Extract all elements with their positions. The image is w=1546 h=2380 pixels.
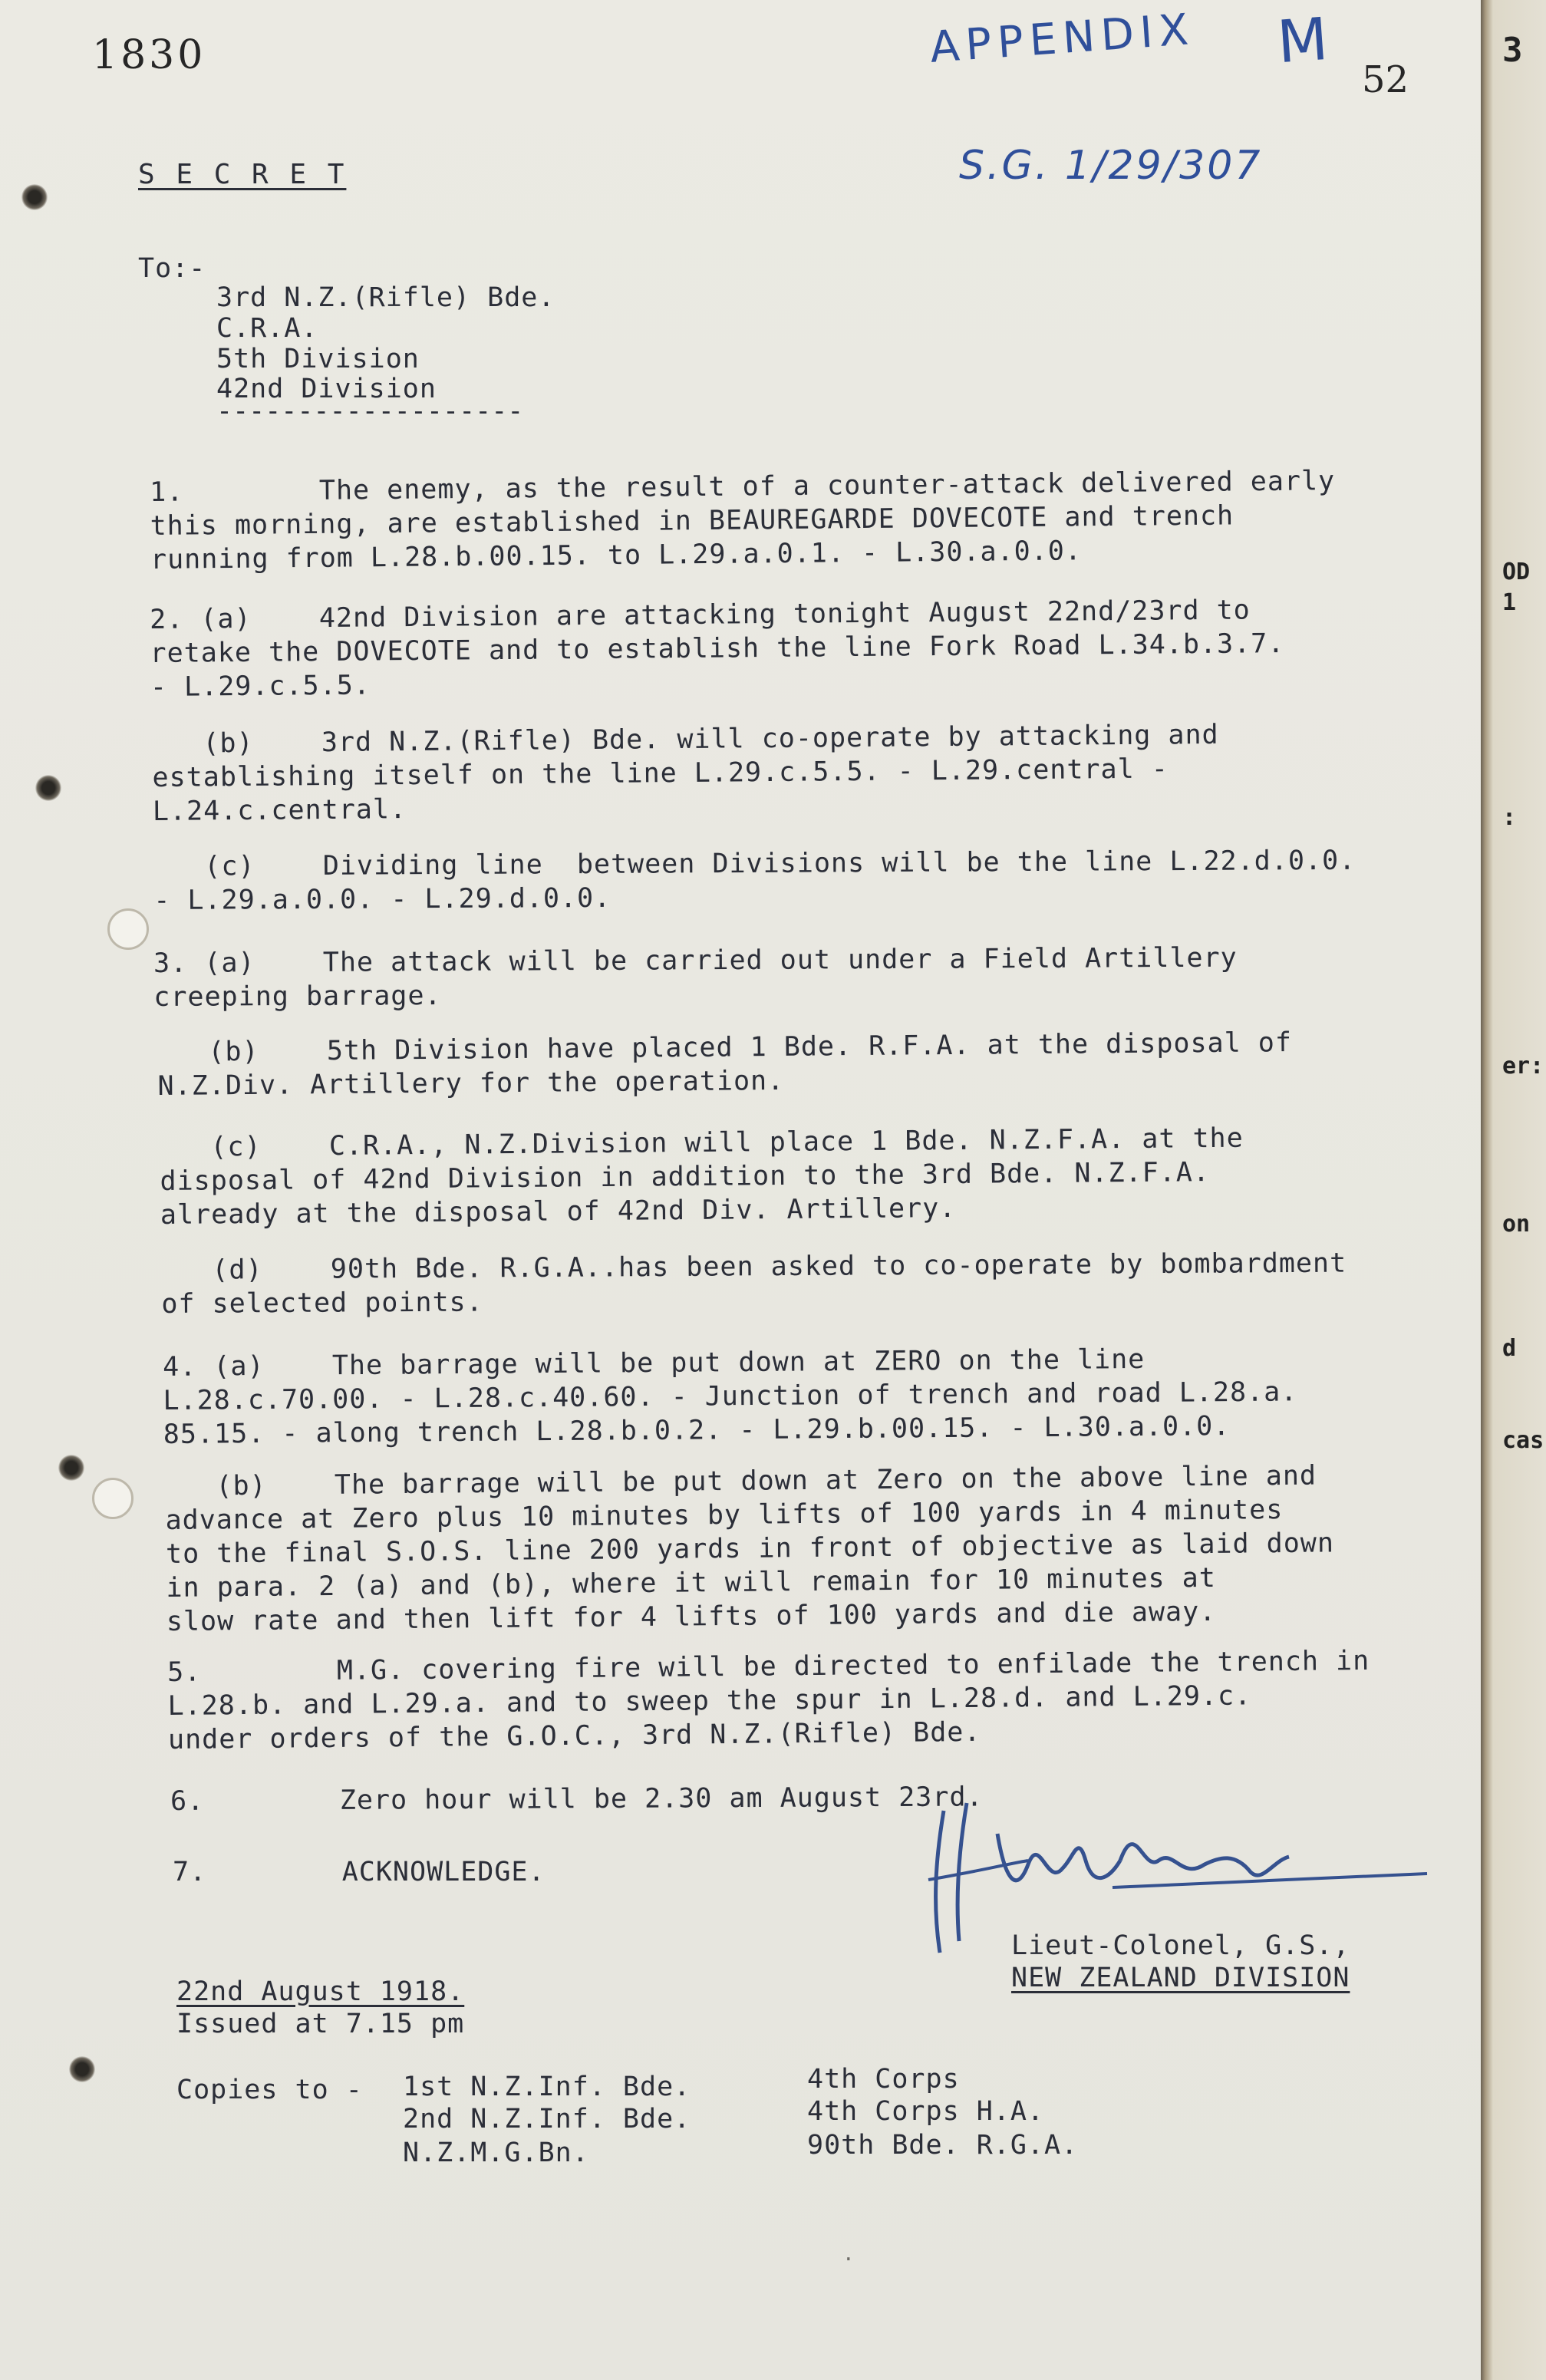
text-line: disposal of 42nd Division in addition to the 3rd Bde. N.Z.F.A. [160,1157,1211,1197]
punch-hole [69,2056,95,2082]
copy-recipient: 2nd N.Z.Inf. Bde. [403,2104,691,2134]
classification-secret: S E C R E T [138,159,347,190]
page-number: 52 [1362,58,1409,101]
recipient: 3rd N.Z.(Rifle) Bde. [216,282,555,313]
text-line: 3. (a) The attack will be carried out under a Field Artillery [153,942,1238,979]
paragraph-1 [0,466,1381,575]
text-line: of selected points. [161,1287,483,1320]
reinforcement-ring [92,1478,134,1519]
margin-fragment: cas [1502,1427,1544,1454]
text-line: L.24.c.central. [152,794,407,827]
text-line: - L.29.a.0.0. - L.29.d.0.0. [153,882,611,916]
text-line: 6. Zero hour will be 2.30 am August 23rd. [170,1782,984,1817]
text-line: - L.29.c.5.5. [150,670,371,703]
signatory-unit: NEW ZEALAND DIVISION [1011,1963,1350,1993]
text-line: N.Z.Div. Artillery for the operation. [157,1065,785,1102]
margin-fragment: 3 [1502,31,1523,70]
reinforcement-ring [107,908,149,950]
appendix-label: APPENDIX [928,4,1196,73]
margin-fragment: 1 [1502,589,1517,616]
margin-fragment: on [1502,1211,1531,1238]
margin-fragment: OD [1502,559,1531,585]
margin-fragment: d [1502,1335,1517,1362]
text-line: running from L.28.b.00.15. to L.29.a.0.1. - L.30.a.0.0. [150,536,1083,575]
text-line: creeping barrage. [153,981,442,1013]
copy-recipient: 4th Corps H.A. [807,2096,1045,2127]
margin-fragment: er: [1502,1053,1544,1080]
paragraph-3c [0,1122,1381,1231]
recipient: 42nd Division [216,374,437,404]
underlying-page-edge [1481,0,1546,2380]
paragraph-3d [0,1248,1381,1320]
paragraph-5 [0,1645,1381,1755]
text-line: (b) The barrage will be put down at Zero on the above line and [165,1460,1317,1502]
recipient: C.R.A. [216,313,318,344]
text-line: establishing itself on the line L.29.c.5.5. - L.29.central - [152,753,1169,793]
signatory-title: Lieut-Colonel, G.S., [1011,1930,1350,1961]
text-line: L.28.c.70.00. - L.28.c.40.60. - Junction of trench and road L.28.a. [163,1376,1298,1416]
text-line: 7. ACKNOWLEDGE. [173,1857,546,1887]
text-line: (d) 90th Bde. R.G.A..has been asked to co-operate by bombardment [161,1248,1347,1286]
text-line: L.28.b. and L.29.a. and to sweep the spur in L.28.d. and L.29.c. [167,1680,1252,1722]
text-line: advance at Zero plus 10 minutes by lifts of 100 yards in 4 minutes [165,1495,1284,1536]
paragraph-4b [0,1460,1381,1637]
file-number: 1830 [92,32,206,78]
text-line: 2. (a) 42nd Division are attacking tonight August 22nd/23rd to [150,595,1251,635]
text-line: (b) 5th Division have placed 1 Bde. R.F.A. at the disposal of [157,1027,1293,1068]
text-line: slow rate and then lift for 4 lifts of 100 yards and die away. [166,1596,1217,1637]
addressee-rule: ------------------- [216,396,524,427]
text-line: to the final S.O.S. line 200 yards in front of objective as laid down [165,1528,1335,1570]
paragraph-2b [0,718,1381,827]
margin-fragment: : [1502,804,1517,831]
text-line: under orders of the G.O.C., 3rd N.Z.(Rifle) Bde. [167,1716,981,1755]
text-line: (c) C.R.A., N.Z.Division will place 1 Bde. N.Z.F.A. at the [160,1122,1244,1163]
text-line: 1. The enemy, as the result of a counter-attack delivered early [149,466,1336,508]
copy-recipient: 1st N.Z.Inf. Bde. [403,2072,691,2102]
paragraph-4a [0,1343,1381,1450]
appendix-letter: M [1274,4,1330,77]
copy-recipient: 4th Corps [807,2064,960,2095]
issue-time: Issued at 7.15 pm [176,2009,465,2039]
text-line: (b) 3rd N.Z.(Rifle) Bde. will co-operate by attacking and [152,719,1219,760]
text-line: (c) Dividing line between Divisions will be the line L.22.d.0.0. [153,845,1356,882]
copy-recipient: 90th Bde. R.G.A. [807,2130,1079,2161]
issue-date: 22nd August 1918. [176,1976,465,2007]
paragraph-2a [0,594,1381,703]
punch-hole [35,775,61,801]
text-line: already at the disposal of 42nd Div. Artillery. [160,1192,957,1231]
copies-label: Copies to - [176,2075,363,2105]
paragraph-3a [0,942,1381,1013]
punch-hole [58,1455,84,1481]
recipient: 5th Division [216,344,420,374]
text-line: retake the DOVECOTE and to establish the line Fork Road L.34.b.3.7. [150,628,1285,669]
reference-number: S.G. 1/29/307 [959,143,1263,189]
text-line: 5. M.G. covering fire will be directed to enfilade the trench in [167,1645,1370,1688]
text-line: this morning, are established in BEAUREGARDE DOVECOTE and trench [150,500,1234,542]
paragraph-3b [0,1027,1381,1102]
punch-hole [21,184,48,210]
text-line: in para. 2 (a) and (b), where it will remain for 10 minutes at [166,1562,1217,1604]
text-line: 4. (a) The barrage will be put down at ZERO on the line [163,1343,1145,1383]
paragraph-2c [0,845,1381,916]
to-label: To:- [138,253,206,284]
text-line: 85.15. - along trench L.28.b.0.2. - L.29.b.00.15. - L.30.a.0.0. [163,1411,1231,1450]
paragraph-6 [0,1780,1381,1817]
copy-recipient: N.Z.M.G.Bn. [403,2138,589,2168]
ink-speck: · [842,2248,855,2271]
